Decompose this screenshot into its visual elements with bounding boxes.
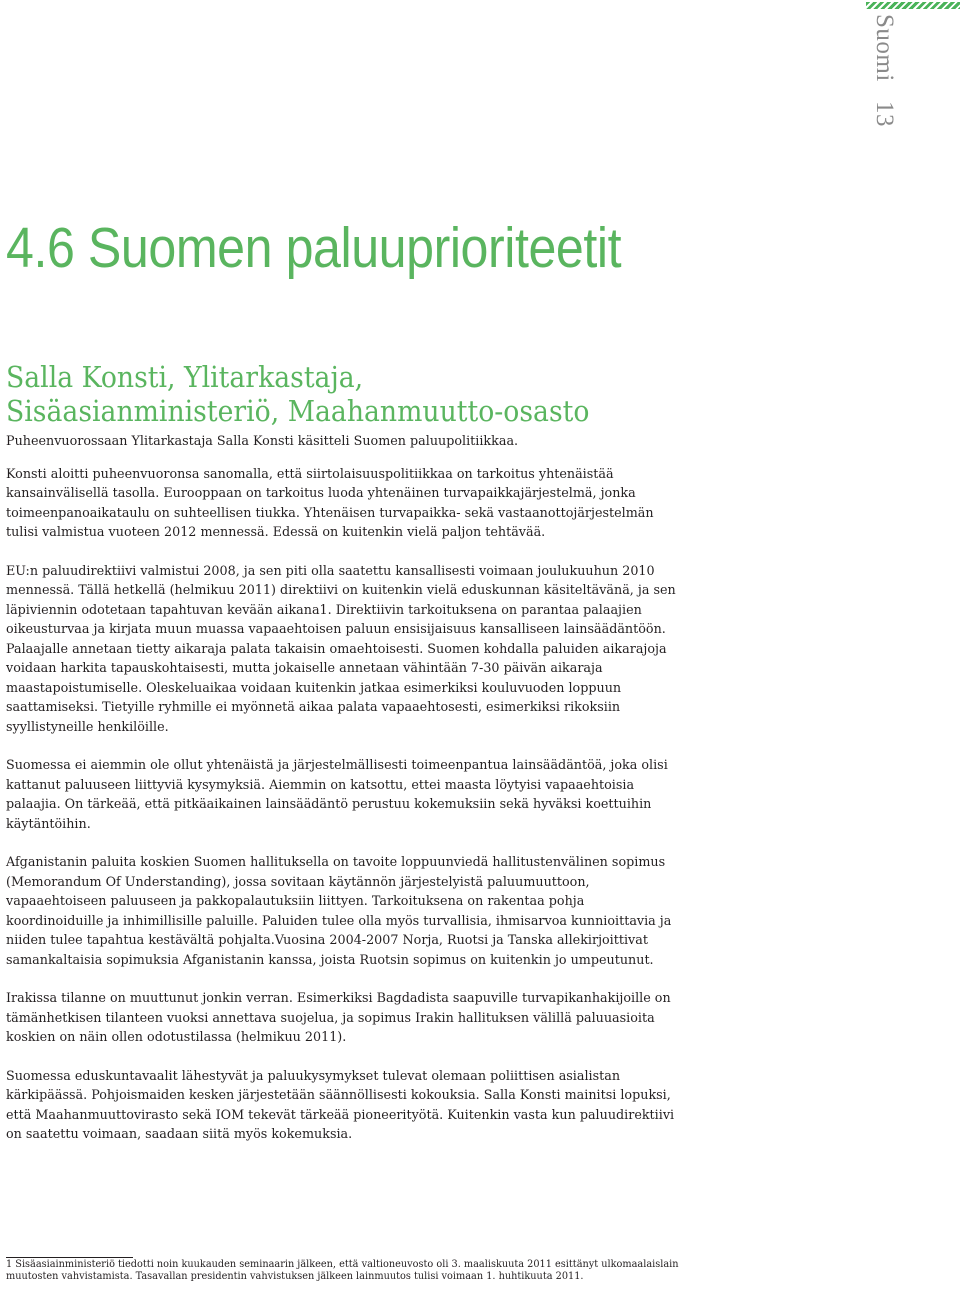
paragraph-legislation: Suomessa ei aiemmin ole ollut yhtenäistä ja järjestelmällisesti toimeenpantua lainsäädäntöä, joka olisi kattanut paluuseen liittyviä kysymyksiä. Aiemmin on katsottu, ettei maasta löytyisi vapaaehtoisia palaajia. On tärkeää, että pitkäaikainen lainsäädäntö perustuu kokemuksiin sekä hyväksi koettuihin käytäntöihin. bbox=[6, 758, 668, 832]
paragraph-iraq: Irakissa tilanne on muuttunut jonkin verran. Esimerkiksi Bagdadista saapuville turvapikanhakijoille on tämänhetkisen tilanteen vuoksi annettava suojelua, ja sopimus Irakin hallituksen välillä paluuasioita koskien on näin ollen odotustilassa (helmikuu 2011). bbox=[6, 991, 671, 1045]
decorative-stripe-bar bbox=[866, 2, 960, 9]
chapter-title: 4.6 Suomen paluuprioriteetit bbox=[6, 216, 622, 280]
speaker-organization: Sisäasianministeriö, Maahanmuutto-osasto bbox=[6, 394, 590, 428]
section-label: Suomi bbox=[871, 14, 898, 82]
paragraph-harmonisation: Konsti aloitti puheenvuoronsa sanomalla, että siirtolaisuuspolitiikkaa on tarkoitus yhtenäistää kansainvälisellä tasolla. Eurooppaan on tarkoitus luoda yhtenäinen turvapaikkajärjestelmä, jonka toimeenpanoaikataulu on suhteellisen tiukka. Yhtenäisen turvapaikka- sekä vastaanottojärjestelmän tulisi valmistua vuoteen 2012 mennessä. Edessä on kuitenkin vielä paljon tehtävää. bbox=[6, 466, 654, 540]
footnote: 1 Sisäasiainministeriö tiedotti noin kuukauden seminaarin jälkeen, että valtioneuvosto oli 3. maaliskuuta 2011 esittänyt ulkomaalaislain muutosten vahvistamista. Tasavallan presidentin vahvistuksen jälkeen lainmuutos tulisi voimaan 1. huhtikuuta 2011. bbox=[6, 1259, 679, 1282]
article-body bbox=[6, 432, 682, 1164]
paragraph-intro: Puheenvuorossaan Ylitarkastaja Salla Konsti käsitteli Suomen paluupolitiikkaa. bbox=[6, 434, 519, 449]
speaker-name-title: Salla Konsti, Ylitarkastaja, bbox=[6, 360, 364, 394]
paragraph-conclusion: Suomessa eduskuntavaalit lähestyvät ja paluukysymykset tulevat olemaan poliittisen asialistan kärkipäässä. Pohjoismaiden kesken järjestetään säännöllisesti kokouksia. Salla Konsti mainitsi lopuksi, että Maahanmuuttovirasto sekä IOM tekevät tärkeää pioneerityötä. Kuitenkin vasta kun paluudirektiivi on saatettu voimaan, saadaan siitä myös kokemuksia. bbox=[6, 1068, 675, 1142]
paragraph-return-directive: EU:n paluudirektiivi valmistui 2008, ja sen piti olla saatettu kansallisesti voimaan joulukuuhun 2010 mennessä. Tällä hetkellä (helmikuu 2011) direktiivi on kuitenkin vielä eduskunnan käsiteltävänä, ja sen läpiviennin odotetaan tapahtuvan kevään aikana1. Direktiivin tarkoituksena on parantaa palaajien oikeusturvaa ja kirjata muun muassa vapaaehtoisen paluun ensisijaisuus kansalliseen lainsäädäntöön. Palaajalle annetaan tietty aikaraja palata takaisin omaehtoisesti. Suomen kohdalla paluiden aikarajoja voidaan harkita tapauskohtaisesti, mutta jokaiselle annetaan vähintään 7-30 päivän aikaraja maastapoistumiselle. Oleskeluaikaa voidaan kuitenkin jatkaa esimerkiksi kouluvuoden loppuun saattamiseksi. Tietyille ryhmille ei myönnetä aikaa palata vapaaehtosesti, esimerkiksi rikoksiin syyllistyneille henkilöille. bbox=[6, 563, 676, 735]
footnote-divider bbox=[6, 1257, 133, 1258]
page-number: 13 bbox=[871, 100, 898, 127]
speaker-heading bbox=[6, 360, 589, 428]
paragraph-afghanistan: Afganistanin paluita koskien Suomen hallituksella on tavoite loppuunviedä hallitustenvälinen sopimus (Memorandum Of Understanding), jossa sovitaan käytännön järjestelyistä paluumuuttoon, vapaaehtoiseen paluuseen ja pakkopalautuksiin liittyen. Tarkoituksena on rakentaa pohja koordinoiduille ja inhimillisille paluille. Paluiden tulee olla myös turvallisia, ihmisarvoa kunnioittavia ja niiden tulee tapahtua kestävältä pohjalta.Vuosina 2004-2007 Norja, Ruotsi ja Tanska allekirjoittivat samankaltaisia sopimuksia Afganistanin kanssa, joista Ruotsin sopimus on kuitenkin jo umpeutunut. bbox=[6, 855, 672, 968]
running-header bbox=[868, 14, 898, 127]
